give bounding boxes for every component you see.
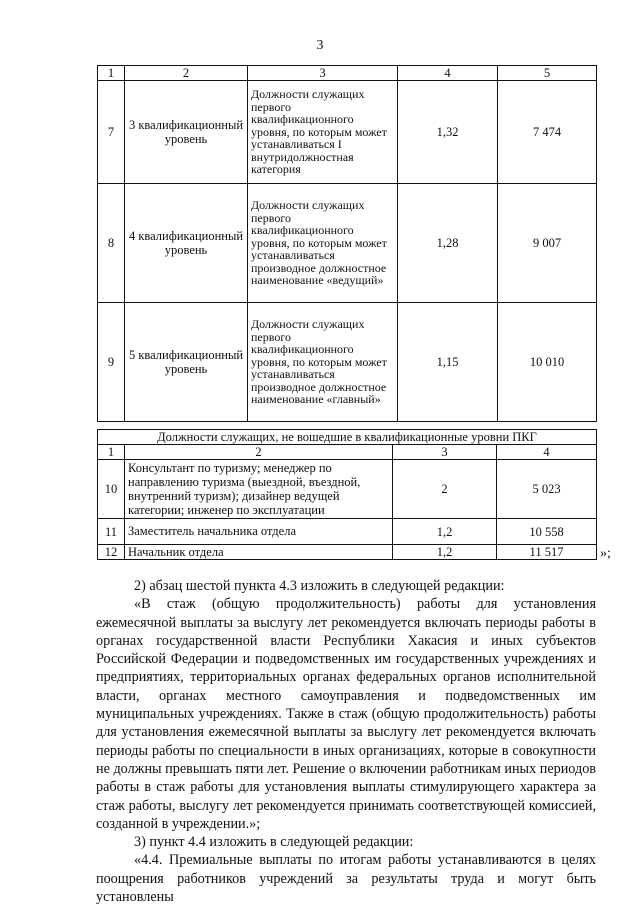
salary: 10 558 [497, 519, 597, 545]
coefficient: 1,32 [398, 81, 498, 184]
row-number: 11 [98, 519, 125, 545]
other-positions-table [97, 429, 597, 560]
salary: 7 474 [498, 81, 597, 184]
section-title: Должности служащих, не вошедшие в квалификационные уровни ПКГ [98, 430, 597, 445]
header-cell: 1 [98, 66, 125, 81]
position-description: Должности служащих первого квалификационного уровня, по которым может устанавливаться производное должностное наименование «ведущий» [248, 184, 398, 303]
coefficient: 1,2 [393, 519, 497, 545]
position-description: Должности служащих первого квалификационного уровня, по которым может устанавливаться производное должностное наименование «главный» [248, 303, 398, 422]
row-number: 10 [98, 460, 125, 519]
table-row [98, 460, 597, 519]
row-number: 12 [98, 545, 125, 560]
coefficient: 1,28 [398, 184, 498, 303]
qualification-level: 4 квалификационный уровень [125, 184, 248, 303]
qualification-level: 5 квалификационный уровень [125, 303, 248, 422]
paragraph: 3) пункт 4.4 изложить в следующей редакции: [134, 834, 414, 851]
coefficient: 1,2 [393, 545, 497, 560]
qualification-level: 3 квалификационный уровень [125, 81, 248, 184]
header-cell: 4 [497, 445, 597, 460]
page-number: 3 [316, 38, 324, 53]
row-number: 9 [98, 303, 125, 422]
paragraph: «4.4. Премиальные выплаты по итогам работы устанавливаются в целях поощрения работников учреждений за результаты труда и могут быть установлены [96, 852, 596, 906]
paragraph: 2) абзац шестой пункта 4.3 изложить в следующей редакции: [134, 578, 505, 594]
row-number: 8 [98, 184, 125, 303]
paragraph: «В стаж (общую продолжительность) работы для установления ежемесячной выплаты за выслугу лет рекомендуется включать периоды работы в органах государственной власти Республики Хакасия и иных субъектов Российской Федерации и подведомственных им государственных учреждениях и предприятиях, территориальных органах федеральных органов исполнительной власти, органах местного самоуправления и подведомственных им муниципальных учреждениях. Также в стаж (общую продолжительность) работы для установления ежемесячной выплаты за выслугу лет рекомендуется включать периоды работы по специальности в иных организациях, которые в совокупности не должны превышать пяти лет. Решение о включении работникам иных периодов работы в стаж работы для установления выплаты стимулирующего характера за стаж работы, выслугу лет рекомендуется принимать соответствующей комиссией, созданной в учреждении.»; [96, 596, 596, 832]
header-cell: 1 [98, 445, 125, 460]
position-description: Должности служащих первого квалификационного уровня, по которым может устанавливаться I внутридолжностная категория [248, 81, 398, 184]
header-cell: 5 [498, 66, 597, 81]
coefficient: 1,15 [398, 303, 498, 422]
table-row [98, 184, 597, 303]
salary-table [97, 65, 597, 422]
coefficient: 2 [393, 460, 497, 519]
document-body [96, 577, 596, 906]
table-row [98, 545, 597, 560]
closing-quote: »; [600, 546, 611, 561]
table-row [98, 519, 597, 545]
salary: 5 023 [497, 460, 597, 519]
header-cell: 2 [125, 66, 248, 81]
table-header-row [98, 445, 597, 460]
header-cell: 2 [125, 445, 393, 460]
header-cell: 3 [248, 66, 398, 81]
table-header-row [98, 66, 597, 81]
salary: 9 007 [498, 184, 597, 303]
salary: 10 010 [498, 303, 597, 422]
position-description: Начальник отдела [125, 545, 393, 560]
table-row [98, 303, 597, 422]
row-number: 7 [98, 81, 125, 184]
table-row [98, 81, 597, 184]
position-description: Консультант по туризму; менеджер по направлению туризма (выездной, въездной, внутренний туризм); дизайнер ведущей категории; инженер по эксплуатации [125, 460, 393, 519]
position-description: Заместитель начальника отдела [125, 519, 393, 545]
salary: 11 517 [497, 545, 597, 560]
header-cell: 3 [393, 445, 497, 460]
header-cell: 4 [398, 66, 498, 81]
